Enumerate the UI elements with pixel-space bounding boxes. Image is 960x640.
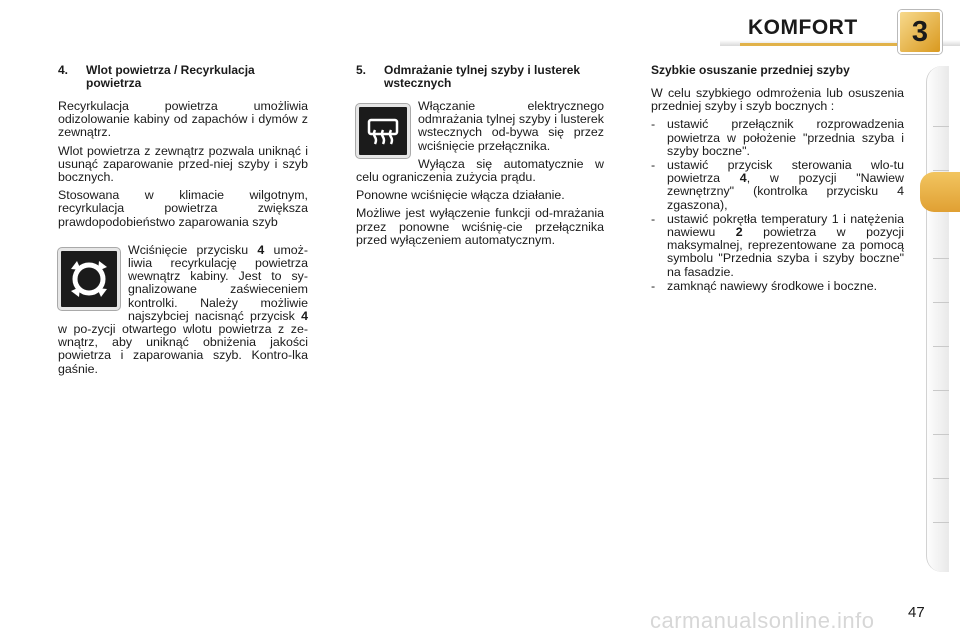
active-chapter-tab[interactable] bbox=[920, 172, 960, 212]
section-heading bbox=[651, 64, 904, 77]
list-item: - ustawić przycisk sterowania wlo-tu powietrza 4, w pozycji "Nawiew zewnętrzny" (kontrolka przycisku 4 zgaszona), bbox=[651, 158, 904, 212]
tab-divider bbox=[933, 346, 949, 347]
tab-divider bbox=[933, 390, 949, 391]
section-number: 4. bbox=[58, 63, 69, 77]
section-title: Odmrażanie tylnej szyby i lusterek wstecznych bbox=[384, 63, 581, 90]
page-number: 47 bbox=[908, 604, 925, 621]
paragraph: Recyrkulacja powietrza umożliwia odizolowanie kabiny od zapachów i dymów z zewnątrz. bbox=[58, 99, 308, 140]
chapter-tabs[interactable] bbox=[926, 66, 949, 572]
section-heading bbox=[356, 64, 604, 90]
list-item: - zamknąć nawiewy środkowe i boczne. bbox=[651, 278, 878, 293]
chapter-badge: 3 bbox=[898, 10, 942, 54]
section-title: Wlot powietrza / Recyrkulacja powietrza bbox=[86, 63, 255, 90]
tab-divider bbox=[933, 170, 949, 171]
tab-divider bbox=[933, 478, 949, 479]
tab-divider bbox=[933, 258, 949, 259]
list-item: - ustawić pokrętła temperatury 1 i natężenia nawiewu 2 powietrza w pozycji maksymalnej, reprezentowane za pomocą symbolu "Przednia szyba i szyby boczne" na fasadzie. bbox=[651, 211, 904, 279]
section-title: Szybkie osuszanie przedniej szyby bbox=[651, 63, 850, 77]
paragraph: Wlot powietrza z zewnątrz pozwala uniknąć i usunąć zaparowanie przed-niej szyby i szyb bocznych. bbox=[58, 143, 308, 185]
section-number: 5. bbox=[356, 63, 367, 77]
tab-divider bbox=[933, 434, 949, 435]
tab-divider bbox=[933, 522, 949, 523]
page-title: KOMFORT bbox=[748, 16, 858, 39]
header-accent-line bbox=[740, 43, 900, 46]
section-air-intake bbox=[58, 64, 308, 381]
paragraph: Możliwe jest wyłączenie funkcji od-mrażania przez ponowne wciśnię-cie przełącznika przed wyłączeniem automatycznym. bbox=[356, 206, 604, 247]
recirculation-icon bbox=[58, 248, 120, 310]
paragraph: Stosowana w klimacie wilgotnym, recyrkulacja powietrza zwiększa prawdopodobieństwo zaparowania szyb bbox=[58, 188, 308, 229]
tab-divider bbox=[933, 126, 949, 127]
paragraph: Wyłącza się automatycznie w celu ograniczenia zużycia prądu. bbox=[356, 156, 604, 185]
watermark: carmanualsonline.info bbox=[650, 608, 875, 633]
paragraph-with-icon: Włączanie elektrycznego odmrażania tylnej szyby i lusterek wstecznych od-bywa się przez wciśnięcie przełącznika. bbox=[356, 100, 604, 153]
section-rear-defrost bbox=[356, 64, 604, 252]
section-quick-demist bbox=[651, 64, 904, 294]
section-heading bbox=[58, 64, 308, 90]
paragraph: W celu szybkiego odmrożenia lub osuszenia przedniej szyby i szyb bocznych : bbox=[651, 86, 904, 114]
paragraph-with-icon: Wciśnięcie przycisku 4 umoż-liwia recyrkulację powietrza wewnątrz kabiny. Jest to sy-gnalizowane zaświeceniem kontrolki. Należy możliwie najszybciej nacisnąć przycisk 4 w po-zycji otwartego wlotu powietrza z ze-wnątrz, aby uniknąć obniżenia jakości powietrza i zaparowania szyb. Kontro-lka gaśnie. bbox=[58, 242, 308, 376]
list-item: - ustawić przełącznik rozprowadzenia powietrza w położenie "przednia szyba i szyby boczne". bbox=[651, 117, 904, 158]
paragraph: Ponowne wciśnięcie włącza działanie. bbox=[356, 188, 565, 203]
rear-defrost-icon bbox=[356, 104, 410, 158]
tab-divider bbox=[933, 302, 949, 303]
